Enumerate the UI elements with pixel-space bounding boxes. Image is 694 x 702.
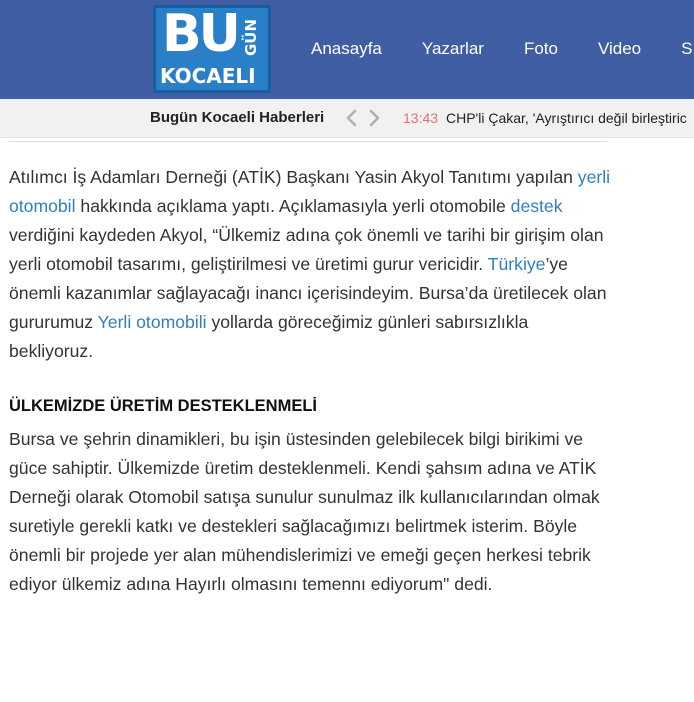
nav-item-anasayfa[interactable]: Anasayfa [311,39,382,58]
paragraph-text: yollarda göreceğimiz günleri sabırsızlıkla bekliyoruz. [9,312,529,361]
nav-item-yazarlar[interactable]: Yazarlar [421,39,484,58]
article-subheading: ÜLKEMİZDE ÜRETİM DESTEKLENMELİ [9,397,317,415]
site-header [0,0,694,99]
paragraph-text: Atılımcı İş Adamları Derneği (ATİK) Başkanı Yasin Akyol Tanıtımı yapılan [9,167,578,187]
main-nav [311,38,694,60]
ticker-headline-link[interactable]: CHP'li Çakar, 'Ayrıştırıcı değil birleştiric [446,110,687,126]
chevron-right-icon[interactable] [366,108,382,128]
logo-side-text: GÜN [242,18,260,56]
inline-article-link[interactable]: Yerli otomobili [97,312,207,332]
article-paragraph: Bursa ve şehrin dinamikleri, bu işin üstesinden gelebilecek bilgi birikimi ve güce sahiptir. Ülkemizde üretim desteklenmeli. Kendi şahsım adına ve ATİK Derneği olarak Otomobil satışa sunulur sunulmaz ilk kullanıcılarından olmak suretiyle gerekli katkı ve destekleri sağlacağımızı belirtmek isterim. Böyle önemli bir projede yer alan mühendislerimizi ve emeği geçen herkesi tebrik ediyor ülkemiz adına Hayırlı olmasını temennı ediyorum" dedi. [9,429,600,594]
inline-article-link[interactable]: Türkiye [487,254,546,274]
ticker-controls [344,108,388,128]
article-body [9,163,613,594]
logo-bottom-text: KOCAELI [160,64,256,88]
ticker-title: Bugün Kocaeli Haberleri [150,109,325,126]
ticker-time: 13:43 [403,110,439,126]
paragraph-text: hakkında açıklama yaptı. Açıklamasıyla yerli otomobile [75,196,511,216]
paragraph-text: ’ye önemli kazanımlar sağlayacağı inancı içerisindeyim. Bursa’da üretilecek olan gururumuz [9,254,607,332]
nav-item-foto[interactable]: Foto [523,39,558,58]
divider [9,141,607,142]
inline-article-link[interactable]: yerli otomobil [9,167,611,216]
news-ticker [0,99,694,138]
logo-main-text: BU [162,4,238,64]
nav-item-truncated[interactable]: S [681,39,693,58]
nav-item-video[interactable]: Video [597,39,642,58]
inline-article-link[interactable]: destek [510,196,563,216]
paragraph-text: verdiğini kaydeden Akyol, “Ülkemiz adına çok önemli ve tarihi bir girişim olan yerli otomobil tasarımı, geliştirilmesi ve üretimi gurur vericidir. [9,225,604,274]
site-logo[interactable] [153,5,271,93]
chevron-left-icon[interactable] [344,108,360,128]
article-paragraph [9,163,613,366]
